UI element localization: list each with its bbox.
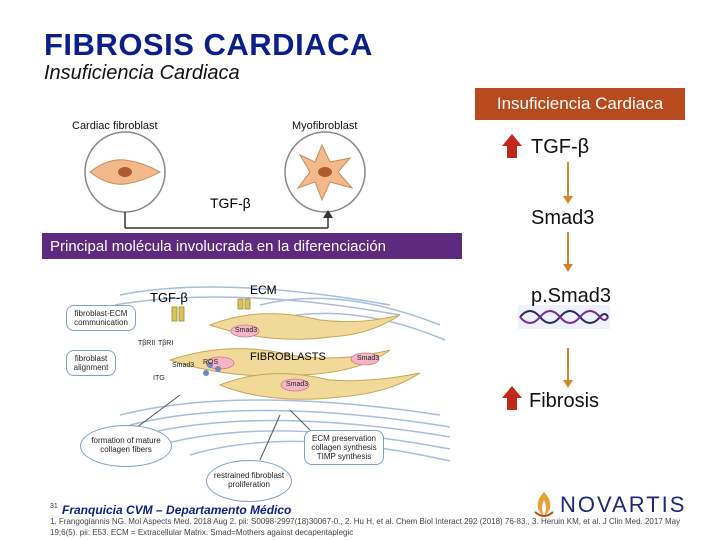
pathway-step-tgf: TGF-β [531,136,590,158]
main-molecule-banner: Principal molécula involucrada en la diferenciación [42,233,462,259]
fibroblast-figure [60,265,460,500]
up-arrow-icon [502,134,522,158]
box-restrained-proliferation: restrained fibroblast proliferation [206,460,292,502]
pathway-step-fibrosis: Fibrosis [529,390,600,412]
smad-label: Smad3 [286,381,309,388]
smad-label: Smad3 [357,355,380,362]
footer-title: Franquicia CVM – Departamento Médico [62,503,292,517]
myofibroblast-label: Myofibroblast [292,120,358,132]
figure-fibroblasts-label: FIBROBLASTS [250,351,326,363]
top-diagram [60,110,358,240]
brand-wordmark: NOVARTIS [560,492,687,517]
page-subtitle: Insuficiencia Cardiaca [44,62,240,84]
box-fibroblast-alignment: fibroblast alignment [66,350,116,376]
page-title: FIBROSIS CARDIACA [44,27,373,62]
receptor-label: TβRI [158,340,174,347]
pathway-step-smad3: Smad3 [531,207,595,229]
ros-label: ROS [203,359,219,366]
smad-label: Smad3 [235,327,258,334]
pathway-banner: Insuficiencia Cardiaca [475,88,685,120]
cell-transition-graphic [60,110,390,240]
cardiac-fibroblast-label: Cardiac fibroblast [72,120,158,132]
pathway-graphic [500,120,700,420]
figure-ecm-label: ECM [250,283,277,297]
arrow-tgf-label: TGF-β [210,195,251,211]
box-mature-collagen: formation of mature collagen fibers [80,425,172,467]
references: 1. Frangogiannis NG. Mol Aspects Med. 2018 Aug 2. pii: S0098-2997(18)30067-0., 2. Hu H, et al. Chem Biol Interact 292 (2018) 76-83., 3. Heruin KM, et al. J Clin Med. 2017 May 19;6(5). pii: E53. ECM = Extracellular Matrix. Smad=Mothers against decapentaplegic [50,517,681,537]
box-fibroblast-ecm-communication: fibroblast-ECM communication [66,305,136,331]
figure-tgf-label: TGF-β [150,290,188,305]
box-ecm-preservation: ECM preservation collagen synthesis TIMP synthesis [304,430,384,465]
up-arrow-icon [502,386,522,410]
slide-number: 31 [50,503,58,510]
receptor-label: ITG [153,375,165,382]
receptor-label: TβRII [138,340,156,347]
smad-label: Smad3 [172,362,195,369]
novartis-logo-icon [532,490,556,518]
pathway-step-psmad3: p.Smad3 [531,285,612,307]
